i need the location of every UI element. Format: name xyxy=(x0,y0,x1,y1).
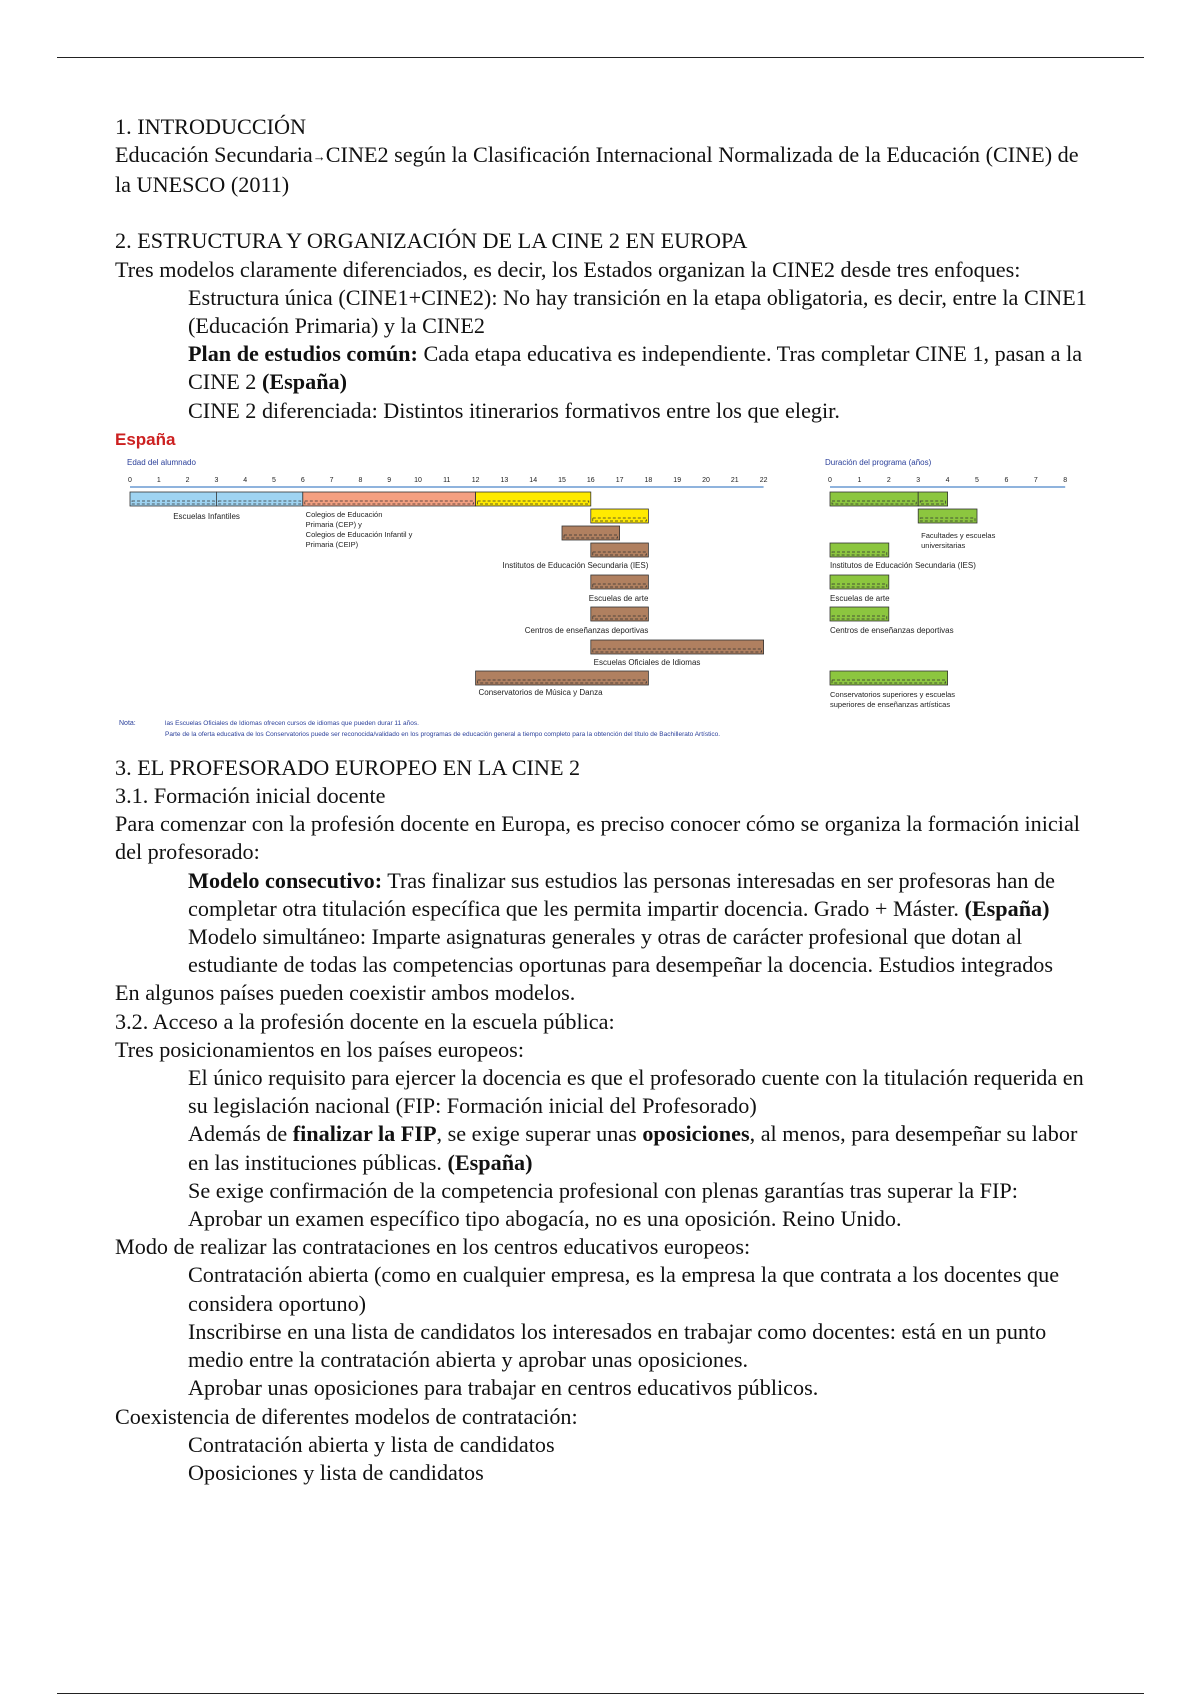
left-axis-tick: 11 xyxy=(443,476,451,484)
note-label: Nota: xyxy=(119,719,136,727)
left-axis-tick: 21 xyxy=(730,476,739,484)
bar-fp-medio xyxy=(591,543,649,557)
right-axis-tick: 0 xyxy=(828,476,832,484)
right-axis-tick: 5 xyxy=(975,476,979,484)
right-axis-tick: 6 xyxy=(1004,476,1009,484)
chart-canvas xyxy=(115,425,1075,753)
section-1-heading: 1. INTRODUCCIÓN xyxy=(115,114,307,139)
label-ies: Institutos de Educación Secundaria (IES) xyxy=(502,560,649,570)
section-3-heading: 3. EL PROFESORADO EUROPEO EN LA CINE 2 xyxy=(115,754,581,780)
right-axis-label: Duración del programa (años) xyxy=(825,457,932,467)
left-axis-tick: 20 xyxy=(702,476,710,484)
label-facultades: Facultades y escuelas xyxy=(921,530,996,540)
left-axis-tick: 18 xyxy=(644,476,653,484)
label-facultades: universitarias xyxy=(921,540,966,550)
model-consecutivo: Modelo consecutivo: Tras finalizar sus estudios las personas interesadas en ser profesoras han de completar otra titulación específica que les permita impartir docencia. Grado + Máster. (España) xyxy=(188,867,1055,921)
left-axis-tick: 14 xyxy=(529,476,538,484)
label-infantil: Escuelas Infantiles xyxy=(173,511,240,521)
left-axis-tick: 10 xyxy=(414,476,422,484)
label-r-ies: Institutos de Educación Secundaria (IES) xyxy=(830,560,976,570)
label-arte: Escuelas de arte xyxy=(588,593,649,603)
left-axis-tick: 12 xyxy=(471,476,480,484)
arrow-icon: → xyxy=(312,149,326,164)
left-axis-tick: 6 xyxy=(300,476,305,484)
left-axis-tick: 15 xyxy=(558,476,566,484)
label-cep: Primaria (CEIP) xyxy=(305,539,359,549)
left-axis-label: Edad del alumnado xyxy=(127,457,196,467)
section-1-text: Educación Secundaria→CINE2 según la Clasificación Internacional Normalizada de la Educación (CINE) de la UNESCO (2011) xyxy=(115,142,1079,198)
coexist-text: En algunos países pueden coexistir ambos modelos. xyxy=(115,980,576,1006)
right-axis-tick: 2 xyxy=(886,476,891,484)
right-axis-tick: 3 xyxy=(916,476,921,484)
note-2: Parte de la oferta educativa de los Conservatorios puede ser reconocida/validado en los programas de educación general a tiempo completo para la obtención del título de Bachillerato Artístico. xyxy=(165,730,721,738)
note-1: las Escuelas Oficiales de Idiomas ofrecen cursos de idiomas que pueden durar 11 años. xyxy=(165,719,419,727)
left-axis-tick: 5 xyxy=(272,476,276,484)
left-axis-tick: 1 xyxy=(156,476,161,484)
left-axis-tick: 4 xyxy=(243,476,248,484)
left-axis-tick: 16 xyxy=(586,476,595,484)
top-rule xyxy=(57,57,1144,58)
left-axis-tick: 9 xyxy=(387,476,392,484)
left-axis-tick: 0 xyxy=(128,476,132,484)
positions-intro: Tres posicionamientos en los países europeos: xyxy=(115,1036,524,1062)
section-3-intro: Para comenzar con la profesión docente en Europa, es preciso conocer cómo se organiza la formación inicial del profesorado: xyxy=(115,811,1080,865)
label-musica: Conservatorios de Música y Danza xyxy=(478,687,603,697)
bar-deportivas xyxy=(591,607,649,621)
label-r-dep: Centros de enseñanzas deportivas xyxy=(830,625,954,635)
right-axis-tick: 7 xyxy=(1033,476,1038,484)
right-axis-tick: 1 xyxy=(857,476,862,484)
position-2: Además de finalizar la FIP, se exige superar unas oposiciones, al menos, para desempeñar su labor en las instituciones públicas. (España) xyxy=(188,1121,1078,1175)
coexist-models-intro: Coexistencia de diferentes modelos de contratación: xyxy=(115,1403,578,1429)
bar-arte xyxy=(591,575,649,589)
label-cep: Colegios de Educación Infantil y xyxy=(305,529,413,539)
spain-structure-chart xyxy=(115,425,1075,753)
label-idiomas: Escuelas Oficiales de Idiomas xyxy=(593,657,701,667)
subsection-3-1: 3.1. Formación inicial docente xyxy=(115,783,386,809)
section-2-heading: 2. ESTRUCTURA Y ORGANIZACIÓN DE LA CINE 2 EN EUROPA xyxy=(115,228,748,254)
label-cep: Primaria (CEP) y xyxy=(305,519,362,529)
subsection-3-2: 3.2. Acceso a la profesión docente en la escuela pública: xyxy=(115,1008,615,1034)
coexist-model-1: Contratación abierta y lista de candidatos xyxy=(188,1431,555,1457)
left-axis-tick: 7 xyxy=(329,476,334,484)
section-2-intro: Tres modelos claramente diferenciados, es decir, los Estados organizan la CINE2 desde tres enfoques: xyxy=(115,256,1021,282)
left-axis-tick: 17 xyxy=(615,476,624,484)
right-axis-tick: 4 xyxy=(945,476,950,484)
model-item-3: CINE 2 diferenciada: Distintos itinerarios formativos entre los que elegir. xyxy=(188,397,840,423)
document-body xyxy=(115,113,1095,1487)
right-axis-tick: 8 xyxy=(1063,476,1068,484)
bar-bachillerato xyxy=(591,509,649,523)
label-deportivas: Centros de enseñanzas deportivas xyxy=(524,625,649,635)
chart-title: España xyxy=(115,429,176,449)
left-axis-tick: 19 xyxy=(673,476,682,484)
coexist-model-2: Oposiciones y lista de candidatos xyxy=(188,1459,484,1485)
left-axis-tick: 13 xyxy=(500,476,509,484)
model-simultaneo: Modelo simultáneo: Imparte asignaturas generales y otras de carácter profesional que dotan al estudiante de todas las competencias oportunas para desempeñar la docencia. Estudios integrados xyxy=(188,924,1054,978)
label-r-cons: Conservatorios superiores y escuelas xyxy=(830,689,956,699)
left-axis-tick: 8 xyxy=(358,476,363,484)
left-axis-tick: 22 xyxy=(759,476,768,484)
position-1: El único requisito para ejercer la docencia es que el profesorado cuente con la titulación requerida en su legislación nacional (FIP: Formación inicial del Profesorado) xyxy=(188,1065,1084,1119)
hiring-intro: Modo de realizar las contrataciones en los centros educativos europeos: xyxy=(115,1234,751,1260)
left-axis-tick: 3 xyxy=(214,476,219,484)
label-r-arte: Escuelas de arte xyxy=(830,593,890,603)
bar-fp-basica xyxy=(562,526,620,540)
position-3: Se exige confirmación de la competencia profesional con plenas garantías tras superar la FIP: Aprobar un examen específico tipo abogacía, no es una oposición. Reino Unido. xyxy=(188,1177,1018,1232)
hiring-2: Inscribirse en una lista de candidatos los interesados en trabajar como docentes: está en un punto medio entre la contratación abierta y aprobar unas oposiciones. xyxy=(188,1318,1047,1373)
label-cep: Colegios de Educación xyxy=(305,509,383,519)
bottom-rule xyxy=(57,1693,1144,1694)
model-item-2: Plan de estudios común: Cada etapa educativa es independiente. Tras completar CINE 1, pasan a la CINE 2 (España) xyxy=(188,341,1083,395)
left-axis-tick: 2 xyxy=(185,476,190,484)
label-r-cons: superiores de enseñanzas artísticas xyxy=(830,699,951,709)
hiring-1: Contratación abierta (como en cualquier empresa, es la empresa la que contrata a los docentes que considera oportuno) xyxy=(188,1262,1060,1316)
model-item-1: Estructura única (CINE1+CINE2): No hay transición en la etapa obligatoria, es decir, entre la CINE1 (Educación Primaria) y la CINE2 xyxy=(188,284,1087,339)
hiring-3: Aprobar unas oposiciones para trabajar en centros educativos públicos. xyxy=(188,1375,819,1401)
